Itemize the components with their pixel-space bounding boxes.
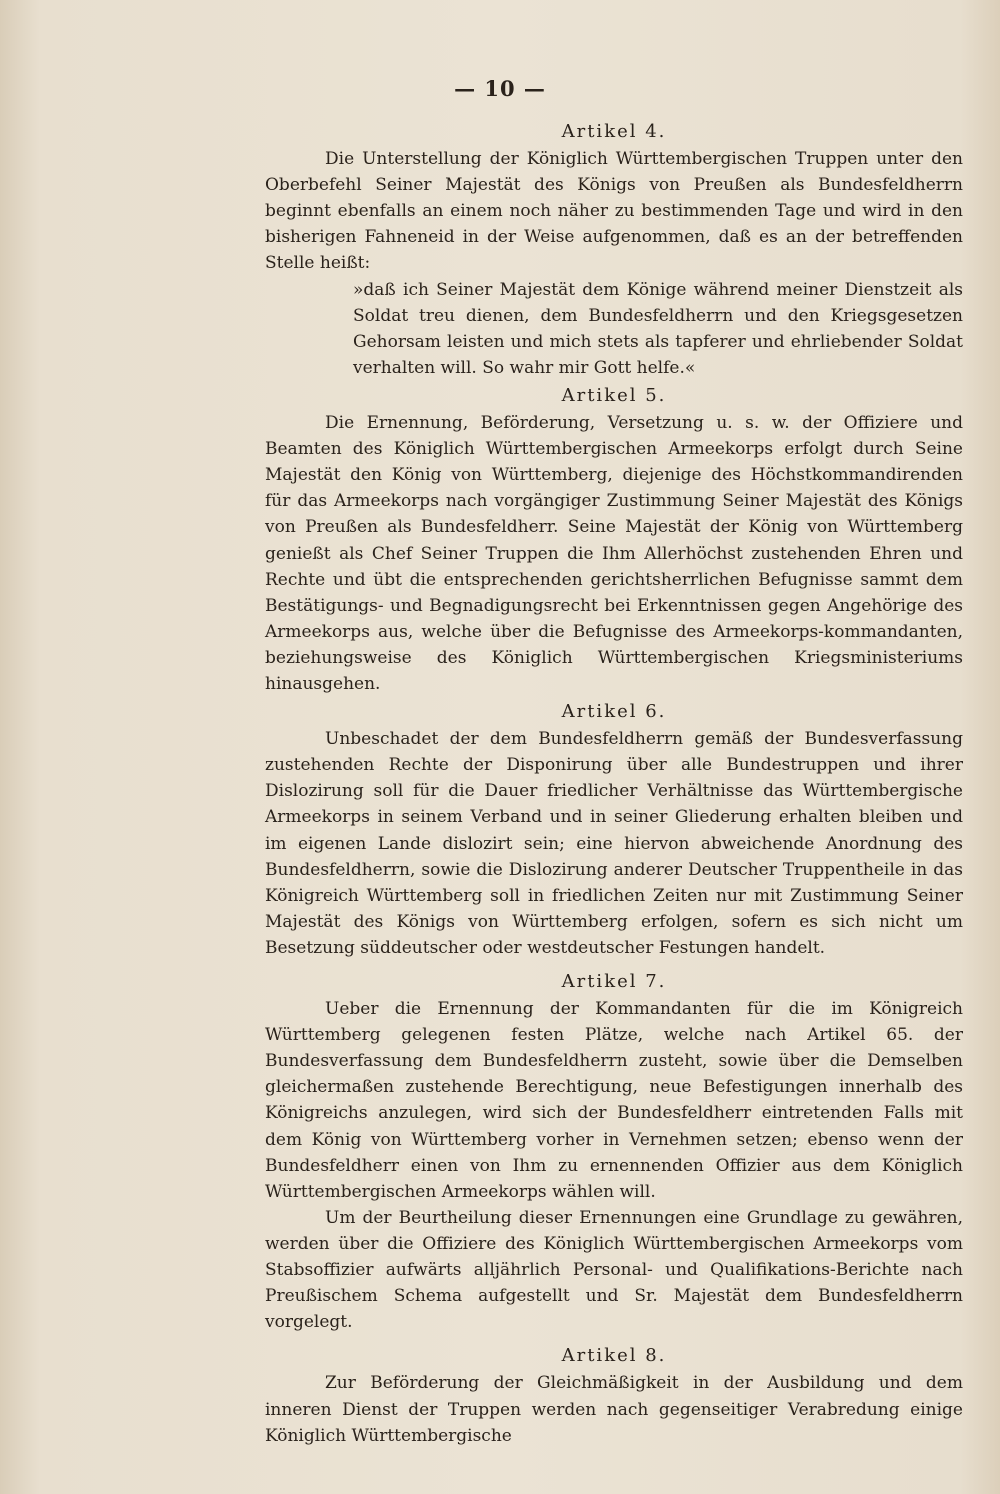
article-paragraph: Die Ernennung, Beförderung, Versetzung u. s. w. der Offiziere und Beamten des Königlich Württembergischen Armeekorps erfolgt durch Seine Majestät den König von Württemberg, diejenige des Höchstkommandirenden für das Armeekorps nach vorgängiger Zustimmung Seiner Majestät des Königs von Preußen als Bundesfeldherr. Seine Majestät der König von Württemberg genießt als Chef Seiner Truppen die Ihm Allerhöchst zustehenden Ehren und Rechte und übt die entsprechenden gerichtsherrlichen Befugnisse sammt dem Bestätigungs- und Begnadigungsrecht bei Erkenntnissen gegen Angehörige des Armeekorps aus, welche über die Befugnisse des Armeekorps-kommandanten, beziehungsweise des Königlich Württembergischen Kriegsministeriums hinausgehen. xyxy=(265,413,963,694)
article-paragraph: Um der Beurtheilung dieser Ernennungen eine Grundlage zu gewähren, werden über die Offiziere des Königlich Württembergischen Armeekorps vom Stabsoffizier aufwärts alljährlich Personal- und Qualifikations-Berichte nach Preußischem Schema aufgestellt und Sr. Majestät dem Bundesfeldherrn vorgelegt. xyxy=(265,1207,963,1333)
article-paragraph: Zur Beförderung der Gleichmäßigkeit in der Ausbildung und dem inneren Dienst der Truppen werden nach gegenseitiger Verabredung einige Königlich Württembergische xyxy=(265,1373,963,1446)
article-heading: Artikel 5. xyxy=(561,384,667,406)
article-6 xyxy=(265,699,963,961)
article-paragraph: Unbeschadet der dem Bundesfeldherrn gemäß der Bundesverfassung zustehenden Rechte der Disponirung über alle Bundestruppen und ihrer Dislozirung soll für die Dauer friedlicher Verhältnisse das Württembergische Armeekorps in seinem Verband und in seiner Gliederung erhalten bleiben und im eigenen Lande dislozirt sein; eine hiervon abweichende Anordnung des Bundesfeldherrn, sowie die Dislozirung anderer Deutscher Truppentheile in das Königreich Württemberg soll in friedlichen Zeiten nur mit Zustimmung Seiner Majestät des Königs von Württemberg erfolgen, sofern es sich nicht um Besetzung süddeutscher oder westdeutscher Festungen handelt. xyxy=(265,729,963,958)
article-5 xyxy=(265,383,963,697)
article-7 xyxy=(265,969,963,1335)
article-heading: Artikel 7. xyxy=(561,971,667,992)
article-paragraph: Die Unterstellung der Königlich Württembergischen Truppen unter den Oberbefehl Seiner Majestät des Königs von Preußen als Bundesfeldherrn beginnt ebenfalls an einem noch näher zu bestimmenden Tage und wird in den bisherigen Fahneneid in der Weise aufgenommen, daß es an der betreffenden Stelle heißt: xyxy=(265,149,963,274)
page-number: — 10 — xyxy=(454,76,546,101)
article-heading: Artikel 4. xyxy=(561,121,667,142)
article-heading: Artikel 8. xyxy=(561,1345,667,1367)
article-8 xyxy=(265,1343,963,1448)
article-4 xyxy=(265,119,963,381)
article-heading: Artikel 6. xyxy=(561,701,667,723)
oath-quote: »daß ich Seiner Majestät dem Könige während meiner Dienstzeit als Soldat treu dienen, dem Bundesfeldherrn und den Kriegsgesetzen Gehorsam leisten und mich stets als tapferer und ehrliebender Soldat verhalten will. So wahr mir Gott helfe.« xyxy=(353,279,963,378)
article-paragraph: Ueber die Ernennung der Kommandanten für die im Königreich Württemberg gelegenen festen Plätze, welche nach Artikel 65. der Bundesverfassung dem Bundesfeldherrn zusteht, sowie über die Demselben gleichermaßen zustehende Berechtigung, neue Befestigungen innerhalb des Königreichs anzulegen, wird sich der Bundesfeldherr eintretenden Falls mit dem König von Württemberg vorher in Vernehmen setzen; ebenso wenn der Bundesfeldherr einen von Ihm zu ernennenden Offizier aus dem Königlich Württembergischen Armeekorps wählen will. xyxy=(265,999,963,1202)
document-body xyxy=(265,117,963,1449)
